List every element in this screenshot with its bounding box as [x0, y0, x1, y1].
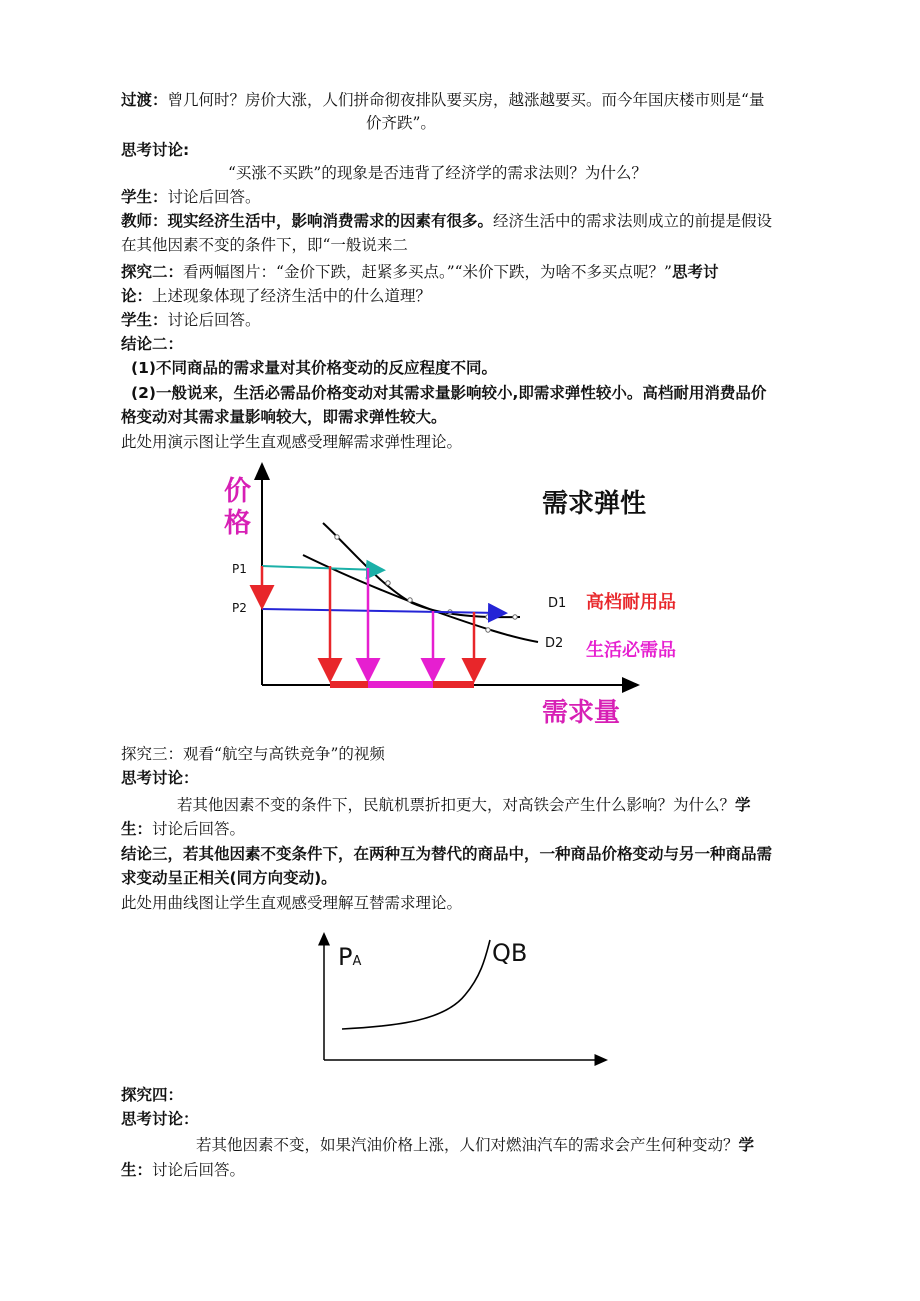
discuss4-question-line — [196, 1134, 754, 1156]
explore3-text: 观看“航空与高铁竞争”的视频 — [183, 745, 385, 763]
explore2-text: 看两幅图片：“金价下跌，赶紧多买点。”“米价下跌，为啥不多买点呢？” — [183, 263, 672, 281]
discuss-question: “买涨不买跌”的现象是否违背了经济学的需求法则？为什么？ — [228, 164, 647, 182]
student4-label: 生： — [121, 1161, 153, 1179]
tick-p2: P2 — [232, 601, 247, 615]
chart-ylabel-2: 格 — [224, 508, 251, 539]
student3-label: 生： — [121, 820, 153, 838]
discuss2-text: 上述现象体现了经济生活中的什么道理？ — [152, 287, 432, 305]
student2-label: 学生： — [121, 311, 168, 329]
chart-xlabel: 需求量 — [542, 698, 621, 728]
transition-line-2: 价齐跌”。 — [366, 114, 436, 132]
chart-ylabel-1: 价 — [224, 476, 251, 507]
discuss3-question: 若其他因素不变的条件下，民航机票折扣更大，对高铁会产生什么影响？为什么？ — [177, 796, 736, 814]
student4-inline: 学 — [738, 1136, 755, 1154]
student4-text: 讨论后回答。 — [152, 1161, 246, 1179]
student3-text: 讨论后回答。 — [152, 820, 246, 838]
curve-label-d2: D2 — [545, 636, 564, 651]
explore3-label: 探究三： — [121, 745, 184, 763]
discuss2-label: 论： — [121, 287, 153, 305]
elasticity-intro: 此处用演示图让学生直观感受理解需求弹性理论。 — [121, 433, 463, 451]
transition-text: 曾几何时？房价大涨，人们拼命彻夜排队要买房，越涨越要买。而今年国庆楼市则是“量 — [167, 91, 765, 109]
teacher-line-2: 在其他因素不变的条件下，即“一般说来二 — [121, 236, 408, 254]
conclusion2-point1: (1)不同商品的需求量对其价格变动的反应程度不同。 — [131, 359, 497, 377]
chart-title: 需求弹性 — [542, 489, 647, 519]
legend-d2: 生活必需品 — [586, 640, 676, 661]
teacher-label: 教师： — [121, 212, 168, 230]
student2-text: 讨论后回答。 — [167, 311, 261, 329]
student3-inline: 学 — [735, 796, 751, 814]
tick-p1: P1 — [232, 562, 247, 576]
conclusion2-point2-line1: (2)一般说来，生活必需品价格变动对其需求量影响较小,即需求弹性较小。高档耐用消费品价 — [131, 384, 767, 402]
teacher-bold: 现实经济生活中，影响消费需求的因素有很多。 — [167, 212, 494, 230]
conclusion2-label: 结论二： — [121, 335, 184, 353]
conclusion3-line1: 结论三，若其他因素不变条件下，在两种互为替代的商品中，一种商品价格变动与另一种商品需 — [121, 845, 773, 863]
discuss-label: 思考讨论: — [121, 141, 190, 159]
sub-curve — [342, 940, 490, 1029]
discuss4-question: 若其他因素不变，如果汽油价格上涨，人们对燃油汽车的需求会产生何种变动？ — [196, 1136, 739, 1154]
substitute-intro: 此处用曲线图让学生直观感受理解互替需求理论。 — [121, 894, 463, 912]
sub-series-label: QB — [492, 939, 528, 967]
student-label: 学生： — [121, 188, 168, 206]
teacher-text: 经济生活中的需求法则成立的前提是假设 — [493, 212, 773, 230]
legend-d1: 高档耐用品 — [586, 592, 676, 613]
conclusion2-point2-line2: 格变动对其需求量影响较大，即需求弹性较大。 — [121, 408, 447, 426]
transition-label: 过渡： — [121, 91, 168, 109]
discuss4-label: 思考讨论： — [121, 1110, 199, 1128]
explore2-label: 探究二： — [121, 263, 184, 281]
discuss2-inline: 思考讨 — [671, 263, 719, 281]
student4-line — [121, 1159, 245, 1181]
curve-label-d1: D1 — [548, 596, 567, 611]
student-text: 讨论后回答。 — [167, 188, 261, 206]
explore4-label: 探究四： — [121, 1086, 184, 1104]
conclusion3-line2: 求变动呈正相关(同方向变动)。 — [121, 869, 337, 887]
discuss3-label: 思考讨论： — [121, 769, 199, 787]
sub-ylabel: PA — [338, 943, 362, 971]
